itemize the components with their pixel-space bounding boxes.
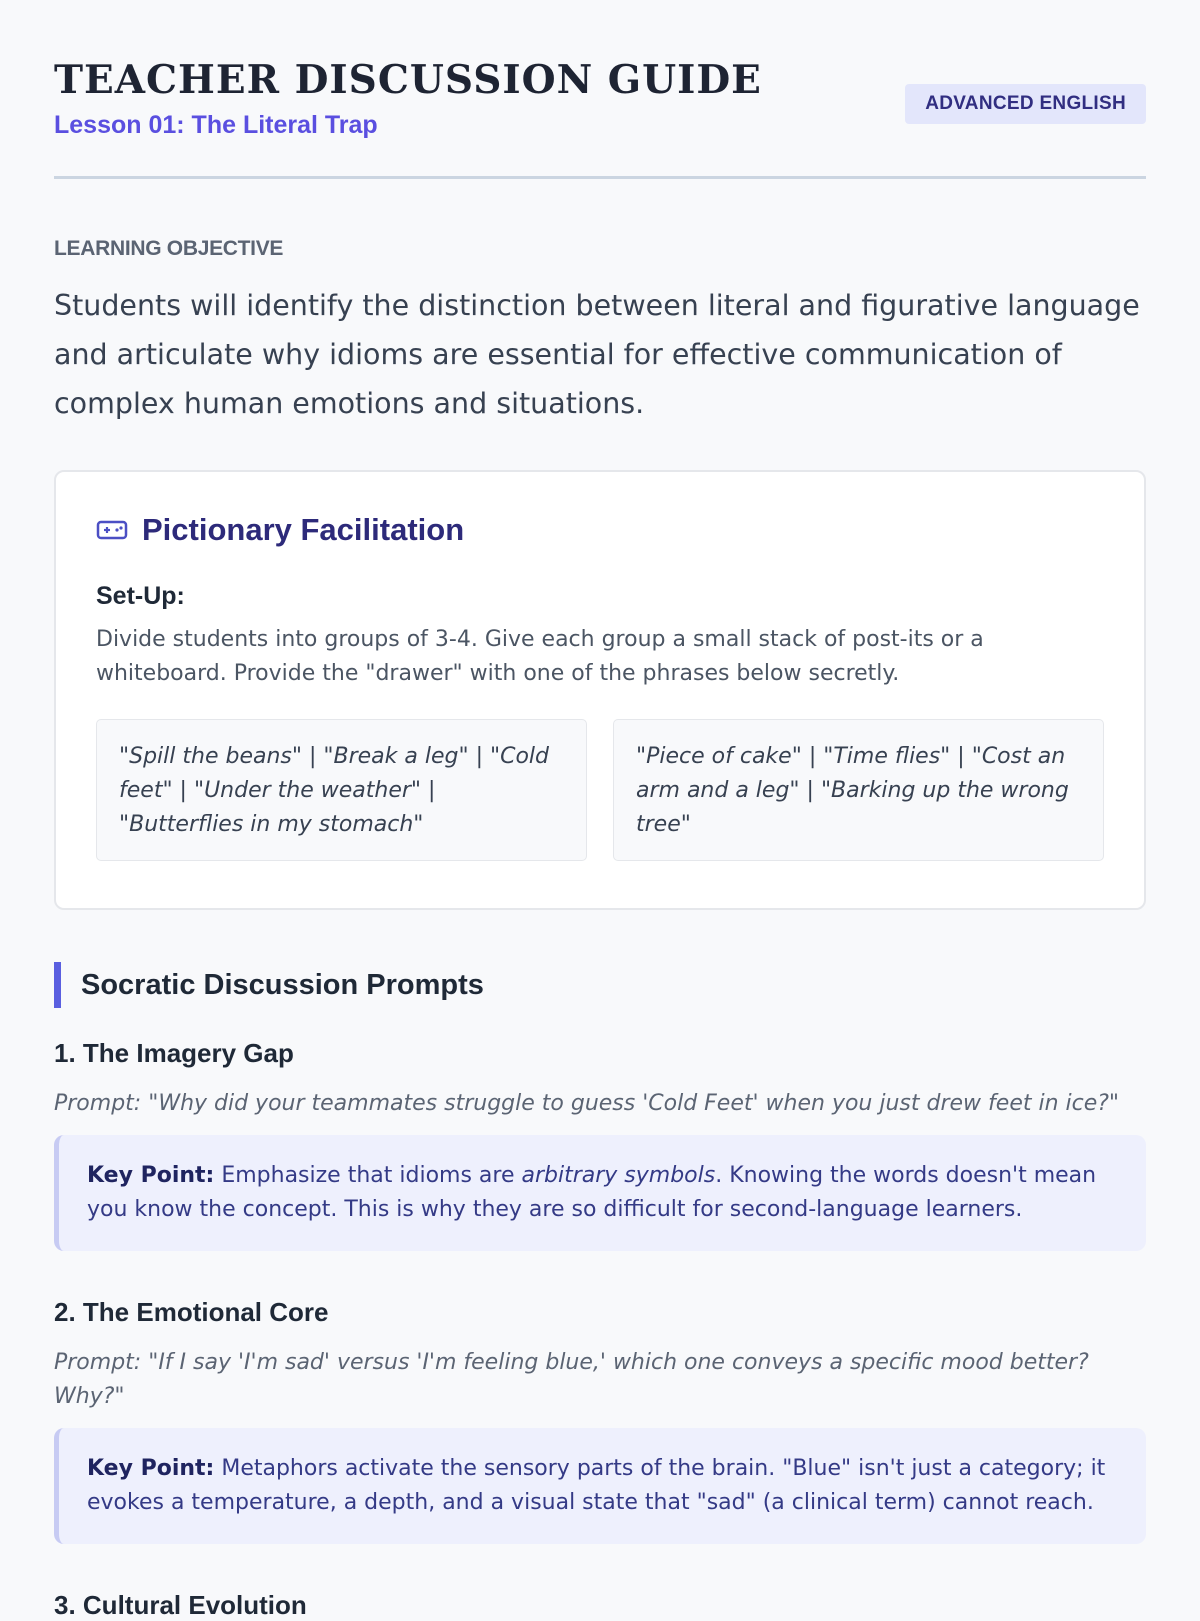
key-point-box <box>54 1428 1146 1544</box>
setup-label: Set-Up: <box>96 582 185 610</box>
objective-label: LEARNING OBJECTIVE <box>54 237 284 260</box>
prompt-title: 2. The Emotional Core <box>54 1297 329 1327</box>
phrase-list <box>96 719 1104 861</box>
phrase-box: "Piece of cake" | "Time flies" | "Cost an arm and a leg" | "Barking up the wrong tree" <box>613 719 1104 861</box>
prompt-question: Prompt: "If I say 'I'm sad' versus 'I'm feeling blue,' which one conveys a specific mood better? Why?" <box>54 1350 1089 1409</box>
prompt-title: 1. The Imagery Gap <box>54 1038 294 1068</box>
card-header <box>96 512 1104 548</box>
card-title: Pictionary Facilitation <box>142 512 465 547</box>
prompt-title: 3. Cultural Evolution <box>54 1590 307 1620</box>
game-controller-icon <box>96 519 128 541</box>
page-title: TEACHER DISCUSSION GUIDE <box>54 57 762 103</box>
key-point-text: Emphasize that idioms are <box>214 1163 522 1188</box>
key-point-text: . Knowing the words doesn't mean you know the concept. This is why they are so difficult for second-language learners. <box>87 1163 1097 1222</box>
socratic-heading: Socratic Discussion Prompts <box>54 962 1146 1008</box>
objective-text: Students will identify the distinction between literal and figurative language and articulate why idioms are essential for effective communication of complex human emotions and situations. <box>54 289 1140 420</box>
level-badge: ADVANCED ENGLISH <box>905 84 1146 124</box>
key-point-box <box>54 1135 1146 1251</box>
key-point-label: Key Point: <box>87 1163 215 1188</box>
lesson-subtitle: Lesson 01: The Literal Trap <box>54 111 378 139</box>
phrase-box: "Spill the beans" | "Break a leg" | "Cold feet" | "Under the weather" | "Butterflies in my stomach" <box>96 719 587 861</box>
key-point-text: Metaphors activate the sensory parts of the brain. "Blue" isn't just a category; it evokes a temperature, a depth, and a visual state that "sad" (a clinical term) cannot reach. <box>87 1456 1106 1515</box>
page-header <box>54 0 1146 179</box>
key-point-label: Key Point: <box>87 1456 215 1481</box>
setup-text: Divide students into groups of 3-4. Give each group a small stack of post-its or a whiteboard. Provide the "drawer" with one of the phrases below secretly. <box>96 627 984 686</box>
pictionary-card <box>54 470 1146 910</box>
key-point-emphasis: arbitrary symbols <box>521 1163 716 1188</box>
prompt-question: Prompt: "Why did your teammates struggle to guess 'Cold Feet' when you just drew feet in ice?" <box>54 1091 1120 1116</box>
